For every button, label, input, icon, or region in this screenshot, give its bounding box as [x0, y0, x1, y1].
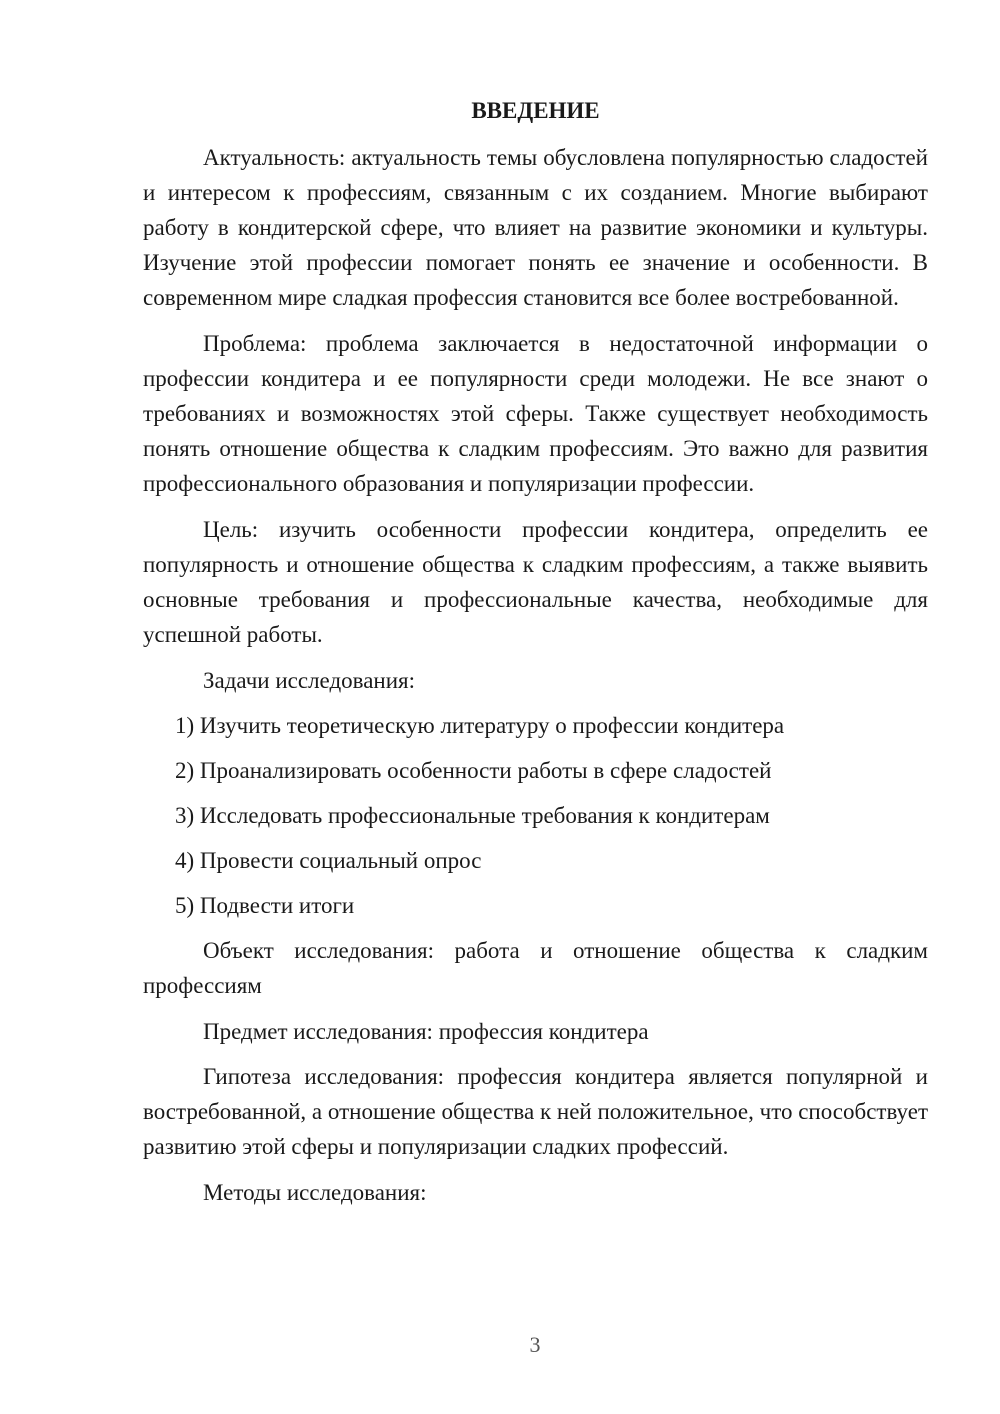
subject-paragraph: Предмет исследования: профессия кондитера	[203, 1019, 649, 1044]
list-item: 5) Подвести итоги	[175, 893, 355, 918]
tasks-heading: Задачи исследования:	[203, 668, 416, 693]
relevance-paragraph: Актуальность: актуальность темы обусловлена популярностью сладостей и интересом к профессиям, связанным с их созданием. Многие выбирают работу в кондитерской сфере, что влияет на развитие экономики и культуры. Изучение этой профессии помогает понять ее значение и особенности. В современном мире сладкая профессия становится все более востребованной.	[143, 145, 928, 310]
problem-paragraph: Проблема: проблема заключается в недостаточной информации о профессии кондитера и ее популярности среди молодежи. Не все знают о требованиях и возможностях этой сферы. Также существует необходимость понять отношение общества к сладким профессиям. Это важно для развития профессионального образования и популяризации профессии.	[143, 331, 928, 496]
hypothesis-paragraph: Гипотеза исследования: профессия кондитера является популярной и востребованной, а отношение общества к ней положительное, что способствует развитию этой сферы и популяризации сладких профессий.	[143, 1064, 928, 1159]
goal-paragraph: Цель: изучить особенности профессии кондитера, определить ее популярность и отношение общества к сладким профессиям, а также выявить основные требования и профессиональные качества, необходимые для успешной работы.	[143, 517, 928, 647]
tasks-list	[143, 708, 928, 923]
methods-heading: Методы исследования:	[203, 1180, 427, 1205]
list-item: 1) Изучить теоретическую литературу о профессии кондитера	[175, 713, 785, 738]
list-item: 2) Проанализировать особенности работы в сфере сладостей	[175, 758, 772, 783]
object-paragraph: Объект исследования: работа и отношение общества к сладким профессиям	[143, 938, 928, 998]
section-title: ВВЕДЕНИЕ	[471, 98, 600, 123]
page-content	[143, 93, 928, 1220]
list-item: 4) Провести социальный опрос	[175, 848, 482, 873]
page-number: 3	[529, 1332, 541, 1357]
list-item: 3) Исследовать профессиональные требования к кондитерам	[175, 803, 770, 828]
